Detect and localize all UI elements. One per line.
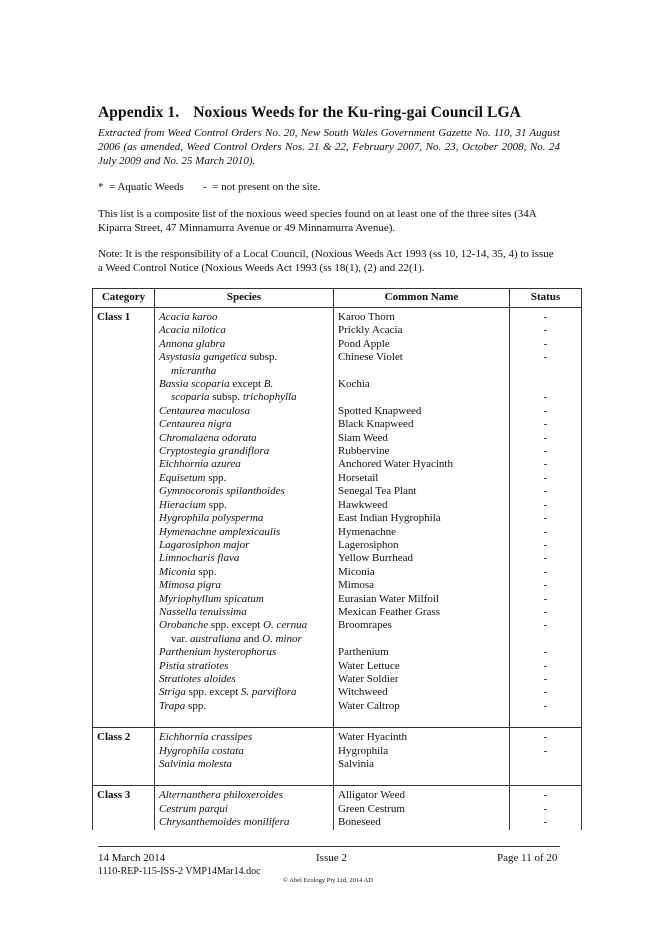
status-cell: - xyxy=(510,445,582,458)
species-name-part: Striga xyxy=(159,686,186,699)
species-name-part: spp. xyxy=(206,498,227,511)
category-cell xyxy=(93,405,155,418)
category-cell xyxy=(93,816,155,829)
category-cell xyxy=(93,660,155,673)
table-row xyxy=(93,786,582,803)
species-name-part: spp. except xyxy=(185,686,241,699)
species-cell xyxy=(155,432,334,445)
common-name-cell: Kochia xyxy=(334,378,510,405)
category-cell: Class 2 xyxy=(93,728,155,745)
table-row xyxy=(93,619,582,646)
status-cell: - xyxy=(510,512,582,525)
common-name-cell: Green Cestrum xyxy=(334,803,510,816)
category-cell xyxy=(93,593,155,606)
footer-issue: Issue 2 xyxy=(316,852,347,864)
species-line xyxy=(159,619,329,632)
table-row xyxy=(93,405,582,418)
species-cell xyxy=(155,619,334,646)
species-name-part: spp. xyxy=(205,471,227,484)
species-line xyxy=(159,789,329,802)
status-cell: - xyxy=(510,593,582,606)
status-cell: - xyxy=(510,728,582,745)
species-line xyxy=(159,472,329,485)
common-name-cell: Karoo Thorn xyxy=(334,308,510,325)
species-name-part: subsp. xyxy=(246,351,278,364)
common-name-cell: Water Caltrop xyxy=(334,700,510,728)
status-cell: - xyxy=(510,786,582,803)
species-cell xyxy=(155,499,334,512)
species-line xyxy=(159,405,329,418)
species-cell xyxy=(155,418,334,431)
status-cell: - xyxy=(510,566,582,579)
category-cell xyxy=(93,338,155,351)
composite-list-note: This list is a composite list of the noxious weed species found on at least one of the three sites (34A Kiparra Street, 47 Minnamurra Avenue or 49 Minnamurra Avenue). xyxy=(98,208,537,234)
species-name-part: O. cernua xyxy=(263,619,308,632)
table-row xyxy=(93,816,582,829)
table-row xyxy=(93,418,582,431)
category-cell xyxy=(93,512,155,525)
status-cell: - xyxy=(510,686,582,699)
species-cell xyxy=(155,458,334,471)
table-row xyxy=(93,566,582,579)
species-line xyxy=(159,512,329,525)
species-cell xyxy=(155,660,334,673)
common-name-cell: Broomrapes xyxy=(334,619,510,646)
species-cell xyxy=(155,472,334,485)
species-line xyxy=(159,458,329,471)
species-cell xyxy=(155,816,334,829)
species-name-part: Limnocharis flava xyxy=(159,552,240,565)
common-name-cell: Witchweed xyxy=(334,686,510,699)
category-cell xyxy=(93,526,155,539)
species-line xyxy=(159,758,329,771)
species-line xyxy=(159,673,329,686)
species-cell xyxy=(155,786,334,803)
species-name-part: Trapa xyxy=(159,699,186,712)
table-row xyxy=(93,728,582,745)
status-cell: - xyxy=(510,485,582,498)
common-name-cell: Mexican Feather Grass xyxy=(334,606,510,619)
common-name-cell: East Indian Hygrophila xyxy=(334,512,510,525)
footer-copyright: © Abel Ecology Pty Ltd, 2014 AD xyxy=(283,877,373,884)
species-cell xyxy=(155,593,334,606)
species-name-part: except xyxy=(229,378,264,391)
common-name-cell: Water Soldier xyxy=(334,673,510,686)
status-cell: - xyxy=(510,579,582,592)
status-cell: - xyxy=(510,606,582,619)
status-cell: - xyxy=(510,324,582,337)
species-line xyxy=(159,485,329,498)
species-cell xyxy=(155,646,334,659)
species-name-part: Parthenium hysterophorus xyxy=(159,646,277,659)
common-name-cell: Water Lettuce xyxy=(334,660,510,673)
species-name-part: Eichhornia crassipes xyxy=(159,731,253,744)
species-line xyxy=(159,552,329,565)
species-cell xyxy=(155,324,334,337)
species-cell xyxy=(155,758,334,786)
species-name-part: spp. xyxy=(185,699,207,712)
status-cell: - xyxy=(510,745,582,758)
status-cell: - xyxy=(510,539,582,552)
table-row xyxy=(93,745,582,758)
category-cell xyxy=(93,418,155,431)
table-row xyxy=(93,472,582,485)
category-cell xyxy=(93,686,155,699)
common-name-cell: Alligator Weed xyxy=(334,786,510,803)
status-cell: - xyxy=(510,458,582,471)
species-line xyxy=(159,445,329,458)
table-row xyxy=(93,378,582,405)
species-line xyxy=(159,526,329,539)
species-name-part: B. xyxy=(263,378,274,391)
species-cell xyxy=(155,566,334,579)
table-row xyxy=(93,499,582,512)
table-row xyxy=(93,512,582,525)
species-cell xyxy=(155,445,334,458)
common-name-cell: Siam Weed xyxy=(334,432,510,445)
table-row xyxy=(93,324,582,337)
species-line xyxy=(159,338,329,351)
common-name-cell: Lagerosiphon xyxy=(334,539,510,552)
category-cell xyxy=(93,745,155,758)
species-name-part: Centaurea maculosa xyxy=(159,404,250,417)
appendix-number: Appendix 1. xyxy=(98,104,180,121)
status-cell: - xyxy=(510,673,582,686)
species-name-part: S. parviflora xyxy=(240,686,297,699)
species-name-part: Centaurea nigra xyxy=(159,418,232,431)
species-name-part: O. minor xyxy=(262,632,302,645)
category-cell xyxy=(93,673,155,686)
header-species: Species xyxy=(155,289,334,308)
species-line xyxy=(159,579,329,592)
header-common-name: Common Name xyxy=(334,289,510,308)
status-cell: - xyxy=(510,432,582,445)
species-cell xyxy=(155,552,334,565)
species-name-part: spp. except xyxy=(208,619,264,632)
species-name-part: Salvinia molesta xyxy=(159,758,233,770)
category-cell xyxy=(93,646,155,659)
common-name-cell: Chinese Violet xyxy=(334,351,510,378)
species-name-part: Nassella tenuissima xyxy=(159,605,247,618)
species-name-part: Alternanthera philoxeroides xyxy=(159,789,283,802)
status-cell: - xyxy=(510,660,582,673)
species-name-part: australiana xyxy=(189,632,241,645)
source-citation: Extracted from Weed Control Orders No. 20, New South Wales Government Gazette No. 110, 31 August 2006 (as amended, Weed Control Orders Nos. 21 & 22, February 2007, No. 23, October 2008, No. 24 July 2009 and No. 25 March 2010). xyxy=(98,127,560,167)
common-name-cell: Rubbervine xyxy=(334,445,510,458)
status-cell: - xyxy=(510,526,582,539)
footer-divider xyxy=(98,846,560,847)
species-cell xyxy=(155,378,334,405)
category-cell xyxy=(93,445,155,458)
common-name-cell: Prickly Acacia xyxy=(334,324,510,337)
species-name-part: Acacia nilotica xyxy=(159,324,226,337)
species-name-part: trichophylla xyxy=(242,391,297,404)
header-category: Category xyxy=(93,289,155,308)
appendix-heading xyxy=(98,104,578,122)
species-line xyxy=(159,311,329,324)
status-cell: - xyxy=(510,405,582,418)
species-cell xyxy=(155,485,334,498)
species-line xyxy=(159,686,329,699)
status-cell: - xyxy=(510,552,582,565)
category-cell xyxy=(93,606,155,619)
table-row xyxy=(93,660,582,673)
status-cell: - xyxy=(510,803,582,816)
table-row xyxy=(93,445,582,458)
species-name-part: Hygrophila polysperma xyxy=(159,512,264,525)
category-cell xyxy=(93,619,155,646)
species-line-continued xyxy=(159,391,329,404)
species-cell xyxy=(155,728,334,745)
common-name-cell: Miconia xyxy=(334,566,510,579)
species-name-part: Hygrophila costata xyxy=(159,744,244,757)
species-cell xyxy=(155,338,334,351)
species-name-part: Acacia karoo xyxy=(159,311,218,323)
common-name-cell: Yellow Burrhead xyxy=(334,552,510,565)
species-name-part: Gymnocoronis spilanthoides xyxy=(159,485,285,498)
responsibility-note: Note: It is the responsibility of a Local Council, (Noxious Weeds Act 1993 (ss 10, 12-14, 35, 4) to issue a Weed Control Notice (Noxious Weeds Act 1993 (ss 18(1), (2) and 22(1). xyxy=(98,248,554,274)
species-line xyxy=(159,378,329,391)
table-row xyxy=(93,700,582,728)
species-name-part: Miconia xyxy=(159,565,196,578)
species-cell xyxy=(155,673,334,686)
table-row xyxy=(93,673,582,686)
species-line xyxy=(159,745,329,758)
status-cell: - xyxy=(510,351,582,378)
species-cell xyxy=(155,405,334,418)
category-cell xyxy=(93,351,155,378)
species-cell xyxy=(155,526,334,539)
category-cell xyxy=(93,552,155,565)
species-cell xyxy=(155,686,334,699)
common-name-cell: Eurasian Water Milfoil xyxy=(334,593,510,606)
species-name-part: subsp. xyxy=(209,391,243,404)
species-name-part: Bassia scoparia xyxy=(159,378,230,391)
species-name-part: micrantha xyxy=(171,364,217,377)
appendix-title: Noxious Weeds for the Ku-ring-gai Council LGA xyxy=(193,104,521,121)
species-line xyxy=(159,731,329,744)
footer-date: 14 March 2014 xyxy=(98,852,166,864)
table-row xyxy=(93,593,582,606)
category-cell xyxy=(93,539,155,552)
species-name-part: Asystasia gangetica xyxy=(159,351,247,364)
common-name-cell: Parthenium xyxy=(334,646,510,659)
table-body xyxy=(93,308,582,830)
common-name-cell: Black Knapweed xyxy=(334,418,510,431)
species-name-part: Annona glabra xyxy=(159,337,226,350)
header-status: Status xyxy=(510,289,582,308)
species-name-part: Hieracium xyxy=(159,498,207,511)
species-name-part: Equisetum xyxy=(159,471,206,484)
species-name-part: var. xyxy=(171,632,190,645)
species-line xyxy=(159,646,329,659)
status-cell xyxy=(510,758,582,786)
species-cell xyxy=(155,351,334,378)
species-cell xyxy=(155,308,334,325)
status-cell: - xyxy=(510,418,582,431)
species-cell xyxy=(155,700,334,728)
category-cell xyxy=(93,458,155,471)
category-cell xyxy=(93,485,155,498)
status-cell: - xyxy=(510,378,582,405)
common-name-cell: Boneseed xyxy=(334,816,510,829)
species-cell xyxy=(155,579,334,592)
table-row xyxy=(93,485,582,498)
category-cell xyxy=(93,579,155,592)
common-name-cell: Hymenachne xyxy=(334,526,510,539)
status-cell: - xyxy=(510,472,582,485)
table-row xyxy=(93,579,582,592)
common-name-cell: Hygrophila xyxy=(334,745,510,758)
species-cell xyxy=(155,803,334,816)
table-row xyxy=(93,646,582,659)
status-cell: - xyxy=(510,338,582,351)
table-row xyxy=(93,458,582,471)
common-name-cell: Senegal Tea Plant xyxy=(334,485,510,498)
species-name-part: Myriophyllum spicatum xyxy=(159,592,264,605)
species-cell xyxy=(155,539,334,552)
table-row xyxy=(93,432,582,445)
species-name-part: Lagarosiphon major xyxy=(159,538,250,551)
species-line xyxy=(159,499,329,512)
category-cell xyxy=(93,324,155,337)
species-line xyxy=(159,566,329,579)
category-cell xyxy=(93,499,155,512)
category-cell xyxy=(93,378,155,405)
species-name-part: Eichhornia azurea xyxy=(159,458,241,471)
species-name-part: Stratiotes aloides xyxy=(159,672,236,685)
status-cell: - xyxy=(510,499,582,512)
symbol-legend: * = Aquatic Weeds - = not present on the site. xyxy=(98,181,321,193)
species-name-part: Cestrum parqui xyxy=(159,802,228,815)
species-name-part: Pistia stratiotes xyxy=(159,659,229,672)
species-line xyxy=(159,606,329,619)
common-name-cell: Anchored Water Hyacinth xyxy=(334,458,510,471)
footer-document-reference: 1110-REP-115-ISS-2 VMP14Mar14.doc xyxy=(98,866,261,877)
footer-page-number: Page 11 of 20 xyxy=(497,852,558,864)
species-name-part: Mimosa pigra xyxy=(159,579,222,592)
category-cell xyxy=(93,472,155,485)
status-cell: - xyxy=(510,816,582,829)
species-line xyxy=(159,539,329,552)
species-name-part: spp. xyxy=(195,565,217,578)
common-name-cell: Spotted Knapweed xyxy=(334,405,510,418)
table-header-row xyxy=(93,289,582,308)
common-name-cell: Horsetail xyxy=(334,472,510,485)
category-cell xyxy=(93,566,155,579)
category-cell: Class 1 xyxy=(93,308,155,325)
species-name-part: Chromalaena odorata xyxy=(159,431,257,444)
category-cell xyxy=(93,803,155,816)
category-cell xyxy=(93,432,155,445)
species-name-part: scoparia xyxy=(171,391,210,404)
species-line xyxy=(159,418,329,431)
species-name-part: Cryptostegia grandiflora xyxy=(159,445,270,458)
category-cell: Class 3 xyxy=(93,786,155,803)
species-line xyxy=(159,324,329,337)
status-cell: - xyxy=(510,308,582,325)
common-name-cell: Mimosa xyxy=(334,579,510,592)
status-cell: - xyxy=(510,646,582,659)
common-name-cell: Water Hyacinth xyxy=(334,728,510,745)
category-cell xyxy=(93,700,155,728)
table-row xyxy=(93,803,582,816)
status-cell: - xyxy=(510,700,582,728)
species-name-part: and xyxy=(240,632,263,645)
species-line xyxy=(159,660,329,673)
species-line xyxy=(159,803,329,816)
status-cell: - xyxy=(510,619,582,646)
table-row xyxy=(93,552,582,565)
table-row xyxy=(93,686,582,699)
species-line xyxy=(159,593,329,606)
species-line-continued xyxy=(159,365,329,378)
species-line xyxy=(159,816,329,829)
species-cell xyxy=(155,512,334,525)
common-name-cell: Salvinia xyxy=(334,758,510,786)
species-cell xyxy=(155,745,334,758)
table-row xyxy=(93,338,582,351)
table-row xyxy=(93,606,582,619)
species-line xyxy=(159,700,329,713)
species-line xyxy=(159,351,329,364)
category-cell xyxy=(93,758,155,786)
common-name-cell: Pond Apple xyxy=(334,338,510,351)
species-line-continued xyxy=(159,633,329,646)
noxious-weeds-table xyxy=(92,288,582,830)
species-line xyxy=(159,432,329,445)
species-name-part: Chrysanthemoides monilifera xyxy=(159,816,290,829)
species-cell xyxy=(155,606,334,619)
table-row xyxy=(93,758,582,786)
table-row xyxy=(93,526,582,539)
table-row xyxy=(93,308,582,325)
table-row xyxy=(93,539,582,552)
common-name-cell: Hawkweed xyxy=(334,499,510,512)
species-name-part: Hymenachne amplexicaulis xyxy=(159,525,281,538)
species-name-part: Orobanche xyxy=(159,619,209,632)
table-row xyxy=(93,351,582,378)
